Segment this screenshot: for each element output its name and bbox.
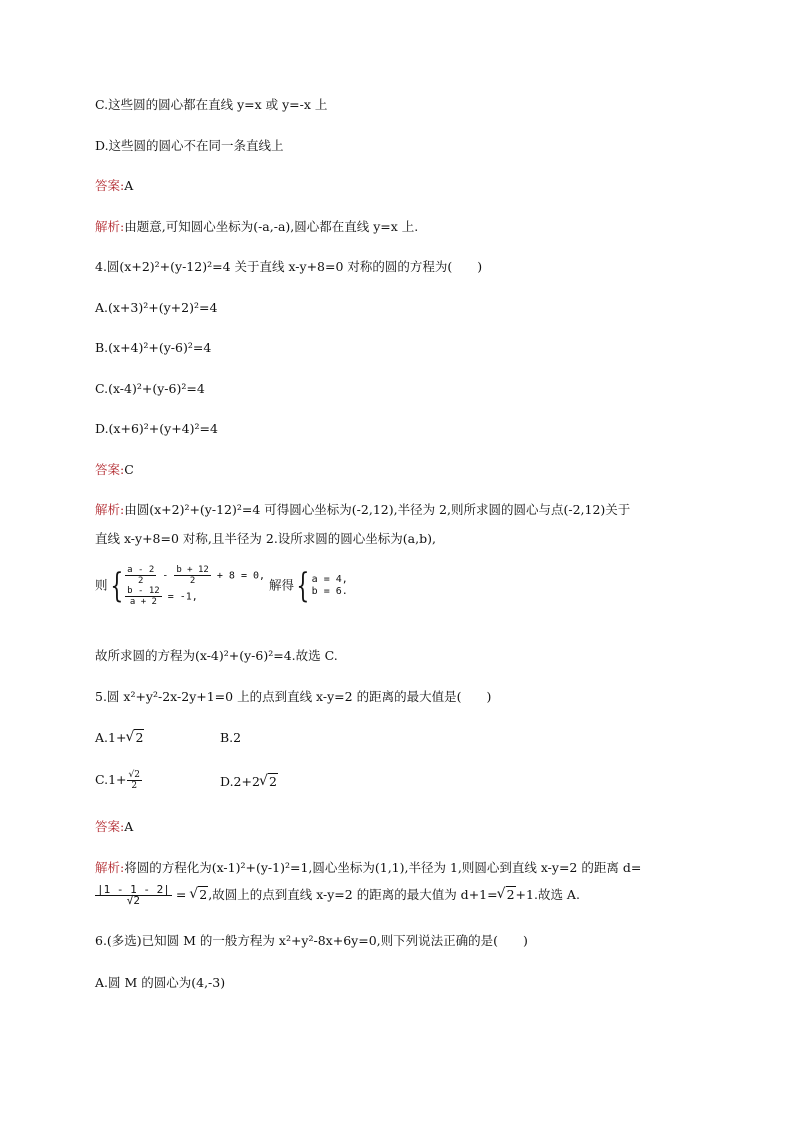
answer-label: 答案: xyxy=(95,178,125,193)
solve-text: 解得 xyxy=(269,577,295,593)
option-b-q4: B.(x+4)²+(y-6)²=4 xyxy=(95,340,212,355)
answer-q5 xyxy=(95,819,133,835)
option-d-q3: D.这些圆的圆心不在同一条直线上 xyxy=(95,138,284,153)
explanation-text: 由圆(x+2)²+(y-12)²=4 可得圆心坐标为(-2,12),半径为 2,则所求圆的圆心与点(-2,12)关于 xyxy=(124,502,631,517)
answer-value: C xyxy=(124,462,134,477)
left-brace-icon: { xyxy=(109,566,123,606)
sqrt-icon: √ 2 xyxy=(190,887,208,903)
answer-q4 xyxy=(95,462,134,478)
answer-value: A xyxy=(124,178,134,193)
explanation-text: 由题意,可知圆心坐标为(-a,-a),圆心都在直线 y=x 上. xyxy=(124,219,419,234)
question-4: 4.圆(x+2)²+(y-12)²=4 关于直线 x-y+8=0 对称的圆的方程为( ) xyxy=(95,259,483,274)
explanation-label: 解析: xyxy=(95,219,125,234)
explanation-q5-line1 xyxy=(95,860,641,876)
sqrt-icon: √ 2 xyxy=(126,730,144,746)
option-d-q4: D.(x+6)²+(y+4)²=4 xyxy=(95,421,218,436)
option-d-q5: D.2+2√ 2 xyxy=(220,774,278,790)
explanation-label: 解析: xyxy=(95,502,125,517)
conclusion-q4: 故所求圆的方程为(x-4)²+(y-6)²=4.故选 C. xyxy=(95,648,338,663)
option-a-q5: A.1+√ 2 xyxy=(95,730,144,746)
explanation-q5-line2: $\frac{|1 - 1 - 2|}{√2}$ = √ 2,故圆上的点到直线 x-y=2 的距离的最大值为 d+1=√ 2+1.故选 A. xyxy=(95,885,580,906)
then-text: 则 xyxy=(95,577,108,593)
explanation-text: 将圆的方程化为(x-1)²+(y-1)²=1,圆心坐标为(1,1),半径为 1,则圆心到直线 x-y=2 的距离 d= xyxy=(124,860,642,875)
question-6: 6.(多选)已知圆 M 的一般方程为 x²+y²-8x+6y=0,则下列说法正确的是( ) xyxy=(95,933,528,948)
question-5: 5.圆 x²+y²-2x-2y+1=0 上的点到直线 x-y=2 的距离的最大值是( ) xyxy=(95,689,492,704)
equation-1: $\frac{a - 2}{2}$ - $\frac{b + 12}{2}$ + 8 = 0, xyxy=(127,565,266,586)
option-c-q3: C.这些圆的圆心都在直线 y=x 或 y=-x 上 xyxy=(95,97,328,112)
answer-label: 答案: xyxy=(95,819,125,834)
answer-label: 答案: xyxy=(95,462,125,477)
sqrt-icon: √ 2 xyxy=(260,774,278,790)
explanation-label: 解析: xyxy=(95,860,125,875)
explanation-q4-line2: 直线 x-y+8=0 对称,且半径为 2.设所求圆的圆心坐标为(a,b), xyxy=(95,531,436,546)
system-equations xyxy=(125,565,265,607)
option-a-q6: A.圆 M 的圆心为(4,-3) xyxy=(95,975,226,990)
solution: a = 4, b = 6. xyxy=(311,574,348,597)
answer-q3 xyxy=(95,178,133,194)
option-a-q4: A.(x+3)²+(y+2)²=4 xyxy=(95,300,218,315)
option-c-q5: C.1+ $\frac{√2}{2}$ xyxy=(95,770,140,791)
left-brace-icon: { xyxy=(296,566,310,606)
distance-fraction: $\frac{|1 - 1 - 2|}{√2}$ xyxy=(97,883,170,907)
option-c-q4: C.(x-4)²+(y-6)²=4 xyxy=(95,381,205,396)
equation-2: $\frac{b - 12}{a + 2}$ = -1, xyxy=(127,586,198,607)
explanation-q3 xyxy=(95,219,418,235)
option-b-q5: B.2 xyxy=(220,730,242,745)
answer-value: A xyxy=(124,819,134,834)
sqrt-icon: √ 2 xyxy=(498,887,516,903)
explanation-q4-line1 xyxy=(95,502,630,518)
equation-system xyxy=(95,565,348,607)
